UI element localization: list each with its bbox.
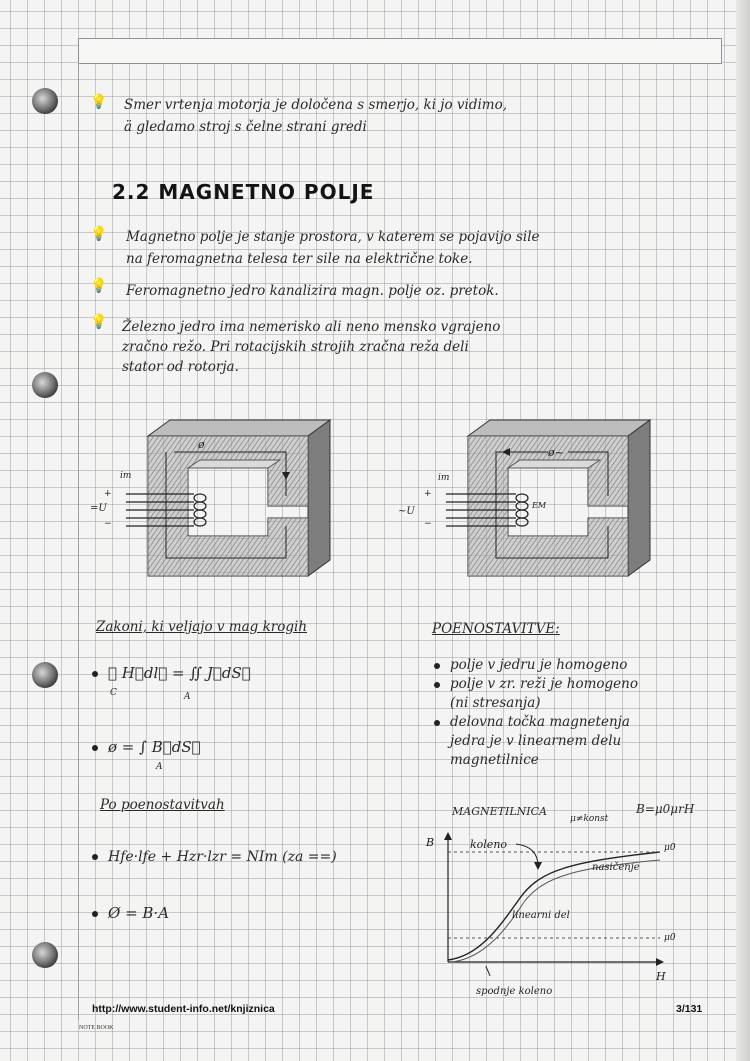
note-4-line-1: Železno jedro ima nemerisko ali neno mensko vgrajeno: [122, 319, 501, 335]
dc-core-figure: [90, 408, 340, 588]
binder-hole: [32, 88, 58, 114]
bullet: [92, 671, 98, 677]
source-label: ~U: [398, 506, 415, 517]
curve-mu0-top: μ0: [664, 843, 676, 853]
list-item: [434, 694, 638, 713]
bullet: [434, 682, 440, 688]
curve-nasicenje: nasičenje: [592, 862, 640, 873]
formula-4-text: Ø = B·A: [108, 904, 170, 922]
laws-heading: Zakoni, ki veljajo v mag krogih: [96, 619, 308, 635]
bullet: [92, 745, 98, 751]
list-item: [434, 675, 638, 694]
list-item-text: polje v jedru je homogeno: [450, 657, 628, 673]
list-item: [434, 713, 638, 732]
after-heading: Po poenostavitvah: [100, 797, 225, 813]
curve-axis-b: B: [426, 836, 435, 849]
bullet: [434, 720, 440, 726]
note-4-line-3: stator od rotorja.: [122, 359, 239, 375]
curve-title: MAGNETILNICA: [452, 805, 547, 818]
footer-url[interactable]: http://www.student-info.net/knjiznica: [92, 1003, 275, 1015]
header-box: [78, 38, 722, 64]
binder-hole: [32, 662, 58, 688]
section-title: 2.2 MAGNETNO POLJE: [112, 180, 375, 204]
bullet: [434, 663, 440, 669]
lightbulb-icon: 💡: [90, 226, 108, 242]
lightbulb-icon: 💡: [90, 314, 108, 330]
list-item-text: polje v zr. reži je homogeno: [450, 676, 638, 692]
flux-label: ø: [198, 438, 205, 451]
current-label: im: [120, 471, 132, 481]
curve-mu0-bottom: μ0: [664, 933, 676, 943]
bullet: [92, 911, 98, 917]
binder-hole: [32, 372, 58, 398]
formula-3: [92, 848, 337, 867]
curve-equation: B=μ0μrH: [636, 802, 695, 816]
list-item: [434, 751, 638, 770]
note-4-line-2: zračno režo. Pri rotacijskih strojih zračna reža deli: [122, 339, 469, 355]
emf-label: EM: [532, 501, 547, 510]
notebook-brand: NOTE BOOK: [79, 1025, 114, 1031]
list-item-text: jedra je v linearnem delu: [450, 733, 622, 749]
ac-core-figure: [398, 408, 658, 588]
note-2-line-1: Magnetno polje je stanje prostora, v katerem se pojavijo sile: [126, 229, 540, 245]
simplifications-list: [434, 656, 638, 770]
simplifications-heading: POENOSTAVITVE:: [432, 621, 560, 637]
law-2: [92, 738, 201, 757]
margin-line: [78, 62, 79, 1020]
formula-3-text: Hfe·lfe + Hzr·lzr = NIm (za ==): [108, 849, 337, 865]
list-item: [434, 656, 638, 675]
minus-label: −: [104, 519, 112, 529]
footer-page-number: 3/131: [676, 1003, 703, 1015]
note-1-line-1: Smer vrtenja motorja je določena s smerjo, ki jo vidimo,: [124, 97, 508, 113]
plus-label: +: [104, 489, 112, 499]
binder-hole: [32, 942, 58, 968]
note-1-line-2: ä gledamo stroj s čelne strani gredi: [124, 119, 367, 135]
list-item-text: (ni stresanja): [450, 695, 541, 711]
note-2-line-2: na feromagnetna telesa ter sile na električne toke.: [126, 251, 473, 267]
curve-axis-h: H: [656, 970, 666, 983]
bullet: [92, 854, 98, 860]
law-1-sub-c: C: [110, 688, 117, 698]
source-label: =U: [90, 503, 107, 514]
curve-koleno: koleno: [470, 838, 508, 851]
note-3-line-1: Feromagnetno jedro kanalizira magn. polje oz. pretok.: [126, 283, 499, 299]
plus-label: +: [424, 489, 432, 499]
curve-spodnje: spodnje koleno: [476, 986, 553, 997]
law-2-formula: ø = ∫ B⃗dS⃗: [108, 738, 201, 756]
list-item-text: magnetilnice: [450, 752, 539, 768]
current-label: im: [438, 473, 450, 483]
law-2-sub-a: A: [156, 762, 163, 772]
formula-4: [92, 904, 169, 923]
list-item: [434, 732, 638, 751]
law-1-formula: ∮ H⃗dl⃗ = ∬ J⃗dS⃗: [108, 664, 251, 682]
curve-mu-label: μ≠konst: [570, 814, 609, 824]
lightbulb-icon: 💡: [90, 278, 108, 294]
minus-label: −: [424, 519, 432, 529]
flux-label: ø~: [548, 446, 564, 459]
curve-linearni: linearni del: [512, 910, 570, 921]
lightbulb-icon: 💡: [90, 94, 108, 110]
law-1: [92, 664, 251, 683]
law-1-sub-a: A: [184, 692, 191, 702]
list-item-text: delovna točka magnetenja: [450, 714, 630, 730]
magnetization-curve: [420, 826, 690, 998]
page-edge: [736, 0, 750, 1061]
